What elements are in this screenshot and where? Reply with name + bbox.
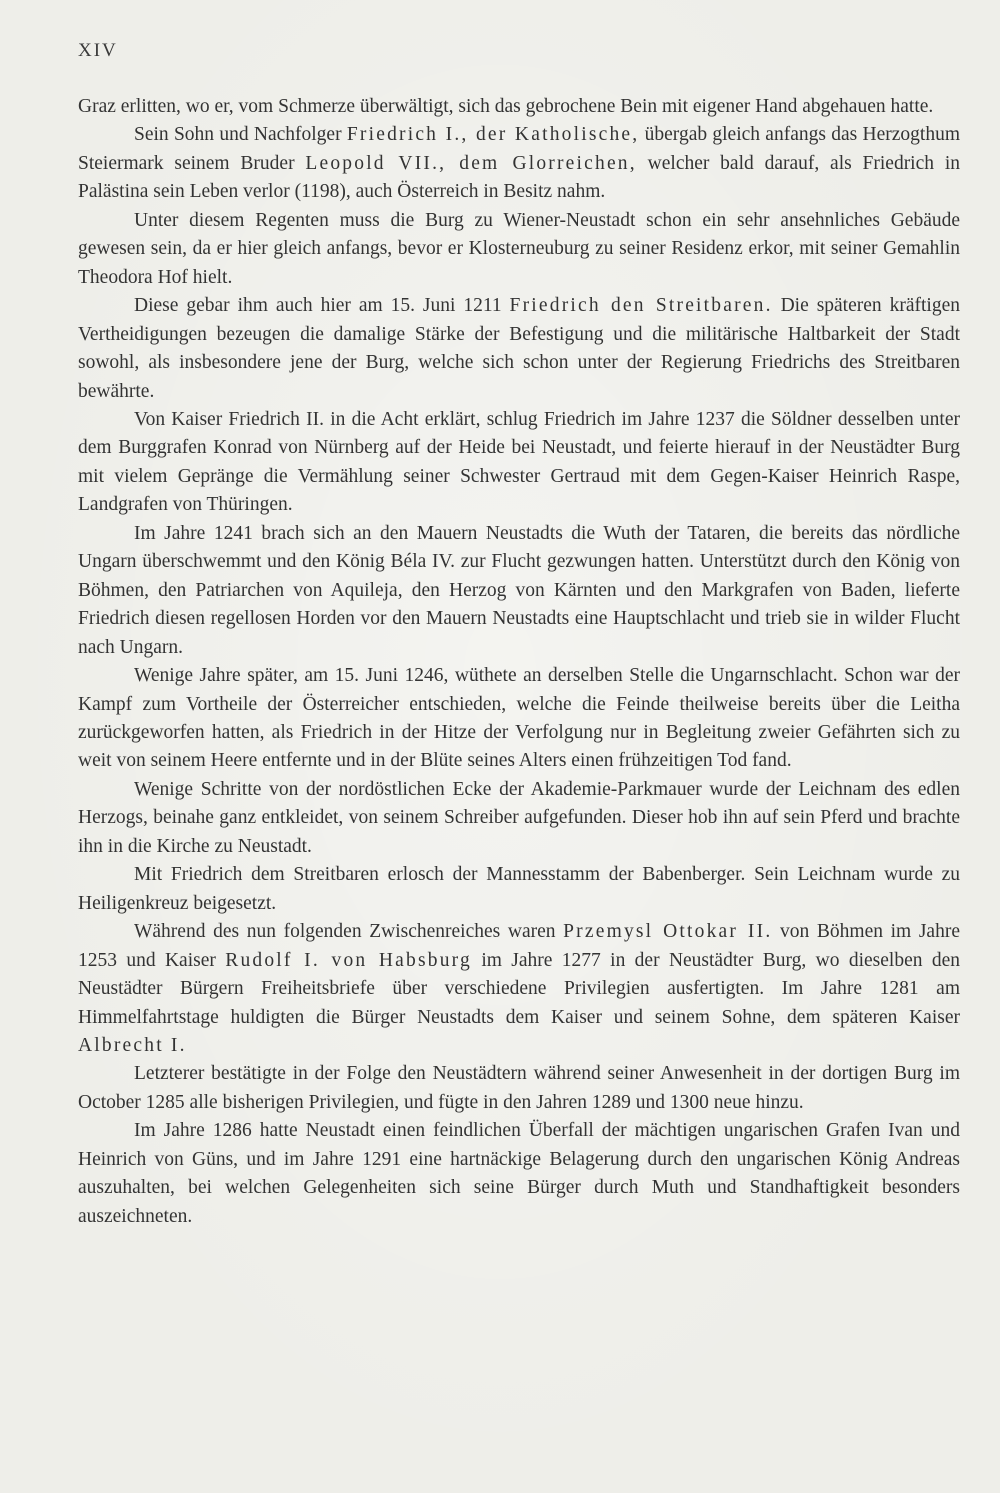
paragraph-text: Graz erlitten, wo er, vom Schmerze überwältigt, sich das gebrochene Bein mit eigener Hand abgehauen hatte. — [78, 96, 934, 117]
emphasized-name: Leopold VII., dem Glorreichen, — [305, 152, 637, 174]
paragraph-text: Sein Sohn und Nachfolger — [134, 124, 347, 146]
emphasized-name: Rudolf I. von Habsburg — [225, 949, 472, 971]
paragraph — [78, 918, 960, 1060]
paragraph — [78, 662, 960, 776]
paragraph — [78, 1060, 960, 1117]
paragraph — [78, 406, 960, 520]
paragraph-text: Im Jahre 1241 brach sich an den Mauern Neustadts die Wuth der Tataren, die bereits das nördliche Ungarn überschwemmt und den König Béla IV. zur Flucht gezwungen hatten. Unterstützt durch den König von Böhmen, den Patriarchen von Aquileja, den Herzog von Kärnten und den Markgrafen von Baden, lieferte Friedrich diesen regellosen Horden vor den Mauern Neustadts eine Hauptschlacht und trieb sie in wilder Flucht nach Ungarn. — [78, 522, 960, 658]
page-number: XIV — [78, 40, 118, 61]
paragraph-text: übergab gleich anfangs das Herzogthum Steiermark seinem Bruder — [78, 124, 960, 174]
paragraph — [78, 93, 960, 121]
emphasized-name: Friedrich den Streitbaren. — [509, 295, 773, 317]
paragraph-text: Mit Friedrich dem Streitbaren erlosch der Mannesstamm der Babenberger. Sein Leichnam wurde zu Heiligenkreuz beigesetzt. — [78, 864, 960, 914]
paragraph-text: Während des nun folgenden Zwischenreiches waren — [134, 921, 564, 943]
paragraph-text: Von Kaiser Friedrich II. in die Acht erklärt, schlug Friedrich im Jahre 1237 die Söldner desselben unter dem Burggrafen Konrad von Nürnberg auf der Heide bei Neustadt, und feierte hierauf in der Neustädter Burg mit vielem Gepränge die Vermählung seiner Schwester Gertraud mit dem Gegen-Kaiser Heinrich Raspe, Landgrafen von Thüringen. — [78, 408, 960, 516]
paragraph — [78, 292, 960, 406]
paragraph-text: im Jahre 1277 in der Neustädter Burg, wo dieselben den Neustädter Bürgern Freiheitsbriefe über verschiedene Privilegien ausfertigten. Im Jahre 1281 am Himmelfahrtstage huldigten die Bürger Neustadts dem Kaiser und seinem Sohne, dem späteren Kaiser — [78, 949, 960, 1028]
paragraph-text: Diese gebar ihm auch hier am 15. Juni 1211 — [134, 295, 510, 317]
paragraph-text: Im Jahre 1286 hatte Neustadt einen feindlichen Überfall der mächtigen ungarischen Grafen Ivan und Heinrich von Güns, und im Jahre 1291 eine hartnäckige Belagerung durch den ungarischen König Andreas auszuhalten, bei welchen Gelegenheiten sich seine Bürger durch Muth und Standhaftigkeit besonders auszeichneten. — [78, 1120, 960, 1227]
paragraph — [78, 121, 960, 206]
emphasized-name: Przemysl Ottokar II. — [563, 921, 773, 943]
paragraph-text: welcher bald darauf, als Friedrich in Palästina sein Leben verlor (1198), auch Österreich in Besitz nahm. — [78, 152, 960, 203]
paragraph-text: Die späteren kräftigen Vertheidigungen bezeugen die damalige Stärke der Befestigung und die militärische Haltbarkeit der Stadt sowohl, als insbesondere jene der Burg, welche sich schon unter der Regierung Friedrichs des Streitbaren bewährte. — [78, 295, 960, 402]
paragraph-text: Wenige Schritte von der nordöstlichen Ecke der Akademie-Parkmauer wurde der Leichnam des edlen Herzogs, beinahe ganz entkleidet, von seinem Schreiber aufgefunden. Dieser hob ihn auf sein Pferd und brachte ihn in die Kirche zu Neustadt. — [78, 778, 960, 857]
paragraph-text: von Böhmen im Jahre 1253 und Kaiser — [78, 921, 960, 971]
paragraph-text: Letzterer bestätigte in der Folge den Neustädtern während seiner Anwesenheit in der dortigen Burg im October 1285 alle bisherigen Privilegien, und fügte in den Jahren 1289 und 1300 neue hinzu. — [78, 1063, 960, 1113]
paragraph-text: Wenige Jahre später, am 15. Juni 1246, wüthete an derselben Stelle die Ungarnschlacht. Schon war der Kampf zum Vortheile der Österreicher entschieden, welche die Feinde theilweise bereits über die Leitha zurückgeworfen hatten, als Friedrich in der Hitze der Verfolgung nur in Begleitung zweier Gefährten sich zu weit von seinem Heere entfernte und in der Blüte seines Alters einen frühzeitigen Tod fand. — [78, 665, 960, 772]
paragraph — [78, 776, 960, 861]
body-text — [78, 93, 960, 1231]
paragraph-text: Unter diesem Regenten muss die Burg zu Wiener-Neustadt schon ein sehr ansehnliches Gebäude gewesen sein, da er hier gleich anfangs, bevor er Klosterneuburg zu seiner Residenz erkor, mit seiner Gemahlin Theodora Hof hielt. — [78, 209, 960, 288]
emphasized-name: Albrecht I. — [78, 1034, 187, 1056]
paragraph — [78, 207, 960, 292]
paragraph — [78, 520, 960, 662]
paragraph — [78, 1117, 960, 1231]
paragraph — [78, 861, 960, 918]
emphasized-name: Friedrich I., der Katholische, — [346, 124, 640, 146]
